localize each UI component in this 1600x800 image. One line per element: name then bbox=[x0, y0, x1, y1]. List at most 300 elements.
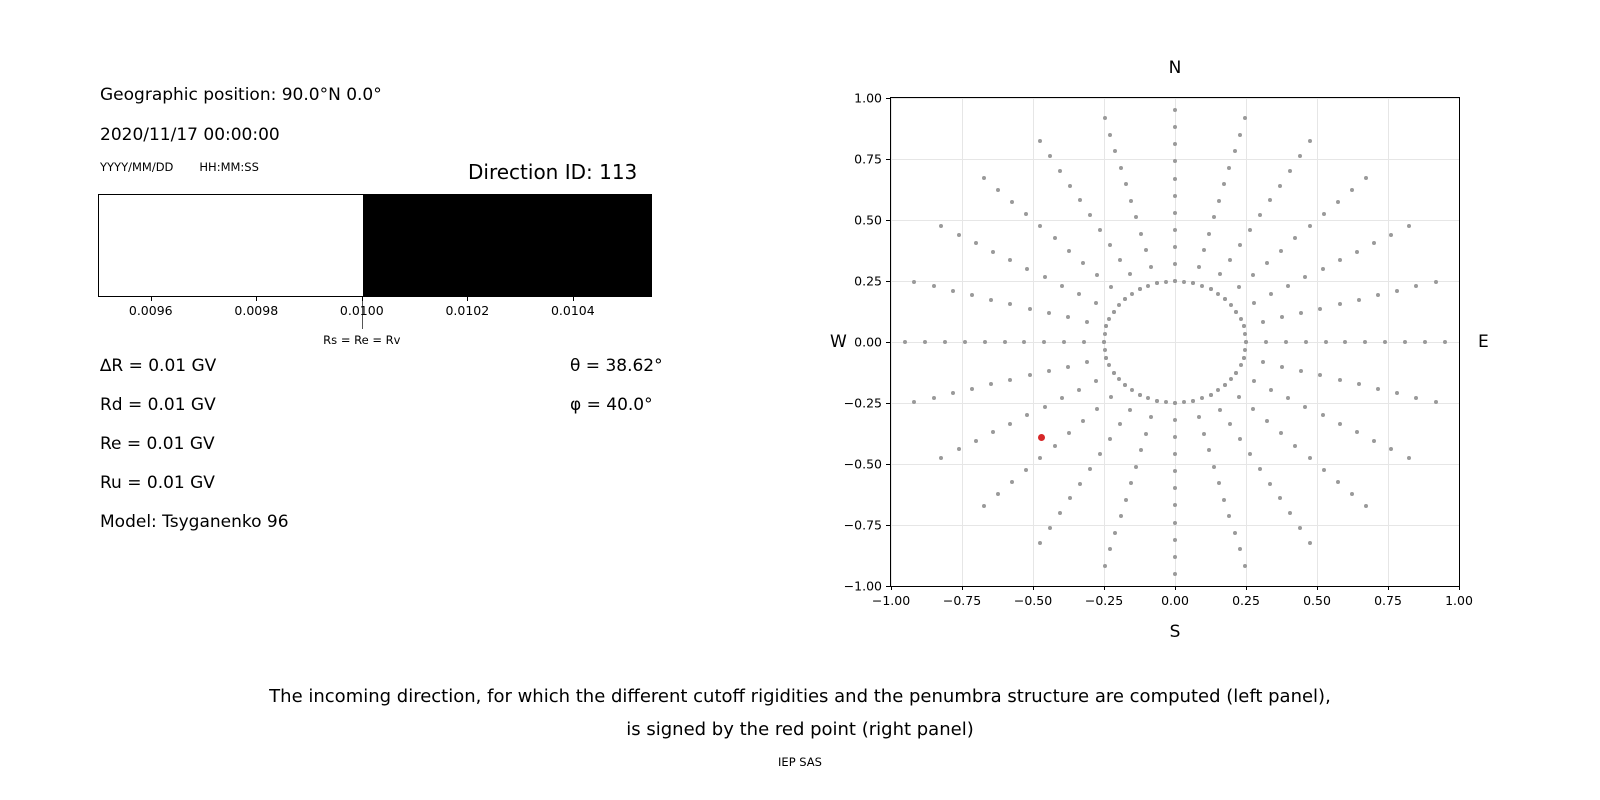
gridline bbox=[891, 525, 1459, 526]
direction-point bbox=[1242, 356, 1246, 360]
direction-point bbox=[1118, 258, 1122, 262]
direction-point bbox=[989, 298, 993, 302]
direction-point bbox=[1228, 422, 1232, 426]
direction-point bbox=[1423, 340, 1427, 344]
direction-point bbox=[1107, 363, 1111, 367]
direction-point bbox=[1108, 243, 1112, 247]
direction-point bbox=[996, 188, 1000, 192]
gridline bbox=[891, 464, 1459, 465]
direction-point bbox=[1025, 413, 1029, 417]
direction-point bbox=[1173, 108, 1177, 112]
direction-point bbox=[1173, 142, 1177, 146]
sky-map-y-tick bbox=[886, 220, 890, 221]
direction-point bbox=[1146, 396, 1150, 400]
direction-point bbox=[1139, 232, 1143, 236]
direction-point bbox=[1298, 526, 1302, 530]
direction-point bbox=[1173, 521, 1177, 525]
delta-r-value: ∆R = 0.01 GV bbox=[100, 356, 217, 376]
direction-point bbox=[1124, 182, 1128, 186]
direction-point bbox=[1229, 303, 1233, 307]
direction-point bbox=[1304, 340, 1308, 344]
direction-point bbox=[1383, 340, 1387, 344]
direction-point bbox=[951, 289, 955, 293]
direction-point bbox=[974, 241, 978, 245]
sky-map-y-tick bbox=[886, 525, 890, 526]
direction-point bbox=[1279, 431, 1283, 435]
direction-point bbox=[974, 439, 978, 443]
direction-point bbox=[1265, 419, 1269, 423]
compass-north-label: N bbox=[1168, 58, 1182, 78]
direction-point bbox=[1414, 284, 1418, 288]
phi-value: φ = 40.0° bbox=[570, 395, 653, 415]
direction-point bbox=[1043, 275, 1047, 279]
direction-point bbox=[1144, 248, 1148, 252]
direction-point bbox=[1407, 224, 1411, 228]
direction-point bbox=[1008, 258, 1012, 262]
direction-point bbox=[1228, 258, 1232, 262]
direction-point bbox=[951, 391, 955, 395]
direction-point bbox=[1434, 400, 1438, 404]
direction-point bbox=[1278, 496, 1282, 500]
direction-id-text: Direction ID: 113 bbox=[468, 160, 638, 184]
direction-point bbox=[1223, 297, 1227, 301]
direction-point bbox=[1200, 396, 1204, 400]
direction-point bbox=[1321, 267, 1325, 271]
ru-value: Ru = 0.01 GV bbox=[100, 473, 215, 493]
direction-point bbox=[1104, 324, 1108, 328]
direction-point bbox=[1443, 340, 1447, 344]
direction-point bbox=[1022, 340, 1026, 344]
sky-map-y-tick bbox=[886, 586, 890, 587]
direction-point bbox=[1173, 159, 1177, 163]
direction-point bbox=[1138, 393, 1142, 397]
direction-point bbox=[1403, 340, 1407, 344]
direction-point bbox=[1109, 285, 1113, 289]
direction-point bbox=[1280, 365, 1284, 369]
direction-point bbox=[1233, 149, 1237, 153]
direction-point bbox=[1119, 166, 1123, 170]
sky-map-x-tick-label: 0.50 bbox=[1303, 593, 1331, 608]
direction-point bbox=[1286, 284, 1290, 288]
direction-point bbox=[1237, 395, 1241, 399]
direction-point bbox=[1038, 541, 1042, 545]
direction-point bbox=[983, 340, 987, 344]
direction-point bbox=[1008, 378, 1012, 382]
direction-point bbox=[1278, 184, 1282, 188]
direction-point bbox=[1207, 448, 1211, 452]
direction-point bbox=[1155, 281, 1159, 285]
sky-map-x-tick-label: 0.00 bbox=[1161, 593, 1189, 608]
direction-point bbox=[970, 293, 974, 297]
direction-point bbox=[1280, 315, 1284, 319]
direction-point bbox=[1251, 273, 1255, 277]
direction-point bbox=[1003, 340, 1007, 344]
direction-point bbox=[1318, 373, 1322, 377]
direction-point bbox=[1258, 213, 1262, 217]
direction-point bbox=[1269, 292, 1273, 296]
direction-point bbox=[1053, 236, 1057, 240]
direction-point bbox=[1081, 261, 1085, 265]
direction-point bbox=[1364, 504, 1368, 508]
direction-point bbox=[1234, 310, 1238, 314]
penumbra-forbidden-band bbox=[363, 195, 652, 296]
direction-point bbox=[1077, 292, 1081, 296]
direction-point bbox=[963, 340, 967, 344]
penumbra-x-tick bbox=[362, 297, 363, 301]
direction-point bbox=[1066, 315, 1070, 319]
direction-point bbox=[1048, 154, 1052, 158]
penumbra-x-tick-label: 0.0096 bbox=[128, 303, 173, 318]
direction-point bbox=[1299, 311, 1303, 315]
direction-point bbox=[1119, 514, 1123, 518]
direction-point bbox=[982, 504, 986, 508]
direction-point bbox=[1173, 177, 1177, 181]
direction-point bbox=[1202, 248, 1206, 252]
direction-point bbox=[1173, 538, 1177, 542]
direction-point bbox=[1173, 262, 1177, 266]
direction-point bbox=[1197, 415, 1201, 419]
direction-point bbox=[1218, 408, 1222, 412]
direction-point bbox=[1173, 503, 1177, 507]
sky-map-x-tick bbox=[1388, 586, 1389, 590]
penumbra-allowed-band bbox=[99, 195, 363, 296]
direction-point bbox=[903, 340, 907, 344]
direction-point bbox=[989, 382, 993, 386]
direction-point bbox=[1173, 418, 1177, 422]
direction-point bbox=[1355, 430, 1359, 434]
direction-point bbox=[1129, 199, 1133, 203]
direction-point bbox=[1237, 285, 1241, 289]
left-panel bbox=[0, 0, 800, 660]
direction-point bbox=[1258, 467, 1262, 471]
direction-point bbox=[1209, 287, 1213, 291]
direction-point bbox=[1238, 133, 1242, 137]
penumbra-x-tick bbox=[151, 297, 152, 301]
direction-point bbox=[1264, 340, 1268, 344]
direction-point bbox=[1357, 298, 1361, 302]
direction-point bbox=[1038, 139, 1042, 143]
direction-point bbox=[1308, 541, 1312, 545]
direction-point bbox=[1128, 408, 1132, 412]
direction-point bbox=[1212, 215, 1216, 219]
penumbra-structure-plot bbox=[98, 194, 652, 297]
direction-point bbox=[1284, 340, 1288, 344]
direction-point bbox=[1321, 413, 1325, 417]
direction-point bbox=[1173, 486, 1177, 490]
direction-point bbox=[1251, 407, 1255, 411]
penumbra-x-tick bbox=[467, 297, 468, 301]
direction-point bbox=[1202, 432, 1206, 436]
direction-point bbox=[1123, 383, 1127, 387]
gridline bbox=[891, 98, 1459, 99]
penumbra-x-axis bbox=[98, 297, 652, 347]
direction-point bbox=[932, 284, 936, 288]
direction-point bbox=[1173, 452, 1177, 456]
direction-point bbox=[1081, 419, 1085, 423]
direction-point bbox=[1124, 498, 1128, 502]
direction-point bbox=[1248, 452, 1252, 456]
direction-point bbox=[1134, 215, 1138, 219]
direction-point bbox=[912, 280, 916, 284]
direction-point bbox=[1094, 379, 1098, 383]
direction-point bbox=[1108, 133, 1112, 137]
direction-point bbox=[1082, 340, 1086, 344]
direction-point bbox=[1068, 184, 1072, 188]
penumbra-x-tick bbox=[256, 297, 257, 301]
direction-point bbox=[1138, 287, 1142, 291]
direction-point bbox=[1372, 241, 1376, 245]
rs-marker-label: Rs = Re = Rv bbox=[323, 333, 401, 347]
direction-point bbox=[1078, 482, 1082, 486]
penumbra-x-tick-label: 0.0100 bbox=[339, 303, 384, 318]
direction-point bbox=[1042, 340, 1046, 344]
direction-point bbox=[1130, 292, 1134, 296]
direction-point bbox=[1098, 452, 1102, 456]
direction-point bbox=[1043, 405, 1047, 409]
direction-point bbox=[1117, 303, 1121, 307]
direction-point bbox=[1229, 377, 1233, 381]
direction-point bbox=[1058, 511, 1062, 515]
direction-point bbox=[1164, 280, 1168, 284]
sky-map-y-tick-label: −0.75 bbox=[843, 517, 882, 533]
penumbra-x-tick-label: 0.0102 bbox=[445, 303, 490, 318]
compass-west-label: W bbox=[830, 332, 847, 352]
direction-point bbox=[1261, 360, 1265, 364]
penumbra-x-tick-label: 0.0104 bbox=[550, 303, 595, 318]
right-panel bbox=[800, 0, 1600, 660]
direction-point bbox=[1364, 176, 1368, 180]
sky-map-x-tick bbox=[1246, 586, 1247, 590]
caption-line-1: The incoming direction, for which the different cutoff rigidities and the penumbra structure are computed (left panel), bbox=[269, 686, 1331, 707]
direction-point bbox=[1173, 401, 1177, 405]
direction-point bbox=[1234, 371, 1238, 375]
date-format-label: YYYY/MM/DD bbox=[100, 160, 174, 174]
direction-point bbox=[1318, 307, 1322, 311]
direction-point bbox=[1047, 369, 1051, 373]
geographic-position-text: Geographic position: 90.0°N 0.0° bbox=[100, 85, 382, 105]
direction-point bbox=[1212, 465, 1216, 469]
direction-point bbox=[1129, 481, 1133, 485]
direction-point bbox=[1269, 388, 1273, 392]
sky-map-y-tick bbox=[886, 98, 890, 99]
direction-point bbox=[923, 340, 927, 344]
sky-map-x-tick bbox=[1033, 586, 1034, 590]
direction-point bbox=[1149, 415, 1153, 419]
direction-point bbox=[1028, 307, 1032, 311]
direction-point bbox=[1117, 377, 1121, 381]
direction-point bbox=[1173, 469, 1177, 473]
direction-point bbox=[1077, 388, 1081, 392]
credit-label: IEP SAS bbox=[778, 755, 822, 769]
direction-point bbox=[1357, 382, 1361, 386]
theta-value: θ = 38.62° bbox=[570, 356, 663, 376]
direction-point bbox=[1078, 198, 1082, 202]
direction-point bbox=[1223, 383, 1227, 387]
direction-point bbox=[1068, 496, 1072, 500]
direction-point bbox=[1338, 378, 1342, 382]
sky-map-x-tick-label: 0.25 bbox=[1232, 593, 1260, 608]
direction-point bbox=[1128, 272, 1132, 276]
direction-point bbox=[1104, 356, 1108, 360]
direction-point bbox=[1038, 224, 1042, 228]
direction-point bbox=[1324, 340, 1328, 344]
selected-direction-point bbox=[1038, 434, 1045, 441]
direction-point bbox=[991, 430, 995, 434]
direction-point bbox=[1336, 480, 1340, 484]
direction-point bbox=[1149, 265, 1153, 269]
direction-point bbox=[1053, 444, 1057, 448]
direction-point bbox=[1238, 547, 1242, 551]
penumbra-x-tick bbox=[573, 297, 574, 301]
direction-point bbox=[1024, 212, 1028, 216]
direction-point bbox=[1308, 456, 1312, 460]
direction-point bbox=[1308, 224, 1312, 228]
caption-line-2: is signed by the red point (right panel) bbox=[626, 719, 974, 740]
direction-point bbox=[982, 176, 986, 180]
direction-point bbox=[1407, 456, 1411, 460]
direction-point bbox=[1336, 200, 1340, 204]
direction-point bbox=[1238, 243, 1242, 247]
direction-point bbox=[1191, 281, 1195, 285]
direction-point bbox=[1182, 280, 1186, 284]
direction-point bbox=[1288, 169, 1292, 173]
direction-point bbox=[1173, 211, 1177, 215]
direction-point bbox=[1134, 465, 1138, 469]
direction-point bbox=[1144, 432, 1148, 436]
direction-point bbox=[1338, 422, 1342, 426]
direction-point bbox=[1242, 324, 1246, 328]
direction-point bbox=[1343, 340, 1347, 344]
direction-point bbox=[1376, 387, 1380, 391]
direction-point bbox=[1252, 379, 1256, 383]
direction-point bbox=[943, 340, 947, 344]
direction-point bbox=[1118, 422, 1122, 426]
sky-map-x-tick bbox=[1175, 586, 1176, 590]
direction-point bbox=[1239, 317, 1243, 321]
sky-map-x-tick-label: −1.00 bbox=[871, 593, 911, 608]
direction-point bbox=[1047, 311, 1051, 315]
direction-point bbox=[1218, 272, 1222, 276]
direction-point bbox=[1248, 228, 1252, 232]
direction-point bbox=[1389, 447, 1393, 451]
sky-map-x-tick-label: −0.50 bbox=[1013, 593, 1053, 608]
direction-point bbox=[1303, 275, 1307, 279]
direction-point bbox=[1233, 531, 1237, 535]
direction-point bbox=[1268, 198, 1272, 202]
direction-point bbox=[1227, 166, 1231, 170]
direction-point bbox=[1085, 320, 1089, 324]
figure-caption bbox=[0, 680, 1600, 746]
direction-point bbox=[1085, 360, 1089, 364]
direction-point bbox=[1227, 514, 1231, 518]
direction-point bbox=[1222, 498, 1226, 502]
direction-point bbox=[1112, 371, 1116, 375]
direction-point bbox=[1434, 280, 1438, 284]
sky-map-x-tick-label: 1.00 bbox=[1445, 593, 1473, 608]
direction-point bbox=[1207, 232, 1211, 236]
compass-east-label: E bbox=[1478, 332, 1489, 352]
direction-point bbox=[1216, 292, 1220, 296]
direction-point bbox=[1107, 317, 1111, 321]
rd-value: Rd = 0.01 GV bbox=[100, 395, 216, 415]
direction-point bbox=[1094, 301, 1098, 305]
direction-point bbox=[1067, 249, 1071, 253]
direction-point bbox=[1243, 564, 1247, 568]
datetime-text: 2020/11/17 00:00:00 bbox=[100, 125, 280, 145]
direction-point bbox=[1238, 437, 1242, 441]
direction-point bbox=[1350, 492, 1354, 496]
direction-point bbox=[1112, 310, 1116, 314]
direction-point bbox=[1098, 228, 1102, 232]
sky-map-y-tick-label: 0.50 bbox=[854, 212, 882, 228]
re-value: Re = 0.01 GV bbox=[100, 434, 215, 454]
datetime-format-hint bbox=[100, 160, 259, 174]
direction-point bbox=[1060, 284, 1064, 288]
direction-point bbox=[1146, 284, 1150, 288]
sky-map-y-tick bbox=[886, 464, 890, 465]
gridline bbox=[1459, 98, 1460, 586]
direction-point bbox=[970, 387, 974, 391]
direction-point bbox=[1239, 363, 1243, 367]
direction-point bbox=[1197, 265, 1201, 269]
direction-point bbox=[1322, 212, 1326, 216]
direction-point bbox=[1123, 297, 1127, 301]
direction-point bbox=[1139, 448, 1143, 452]
direction-point bbox=[1103, 348, 1107, 352]
direction-sky-map-plot bbox=[890, 97, 1460, 587]
direction-point bbox=[991, 250, 995, 254]
direction-point bbox=[1244, 340, 1248, 344]
sky-map-x-tick bbox=[1104, 586, 1105, 590]
sky-map-x-tick bbox=[1317, 586, 1318, 590]
gridline bbox=[891, 220, 1459, 221]
sky-map-y-tick bbox=[886, 281, 890, 282]
direction-point bbox=[1088, 213, 1092, 217]
direction-point bbox=[1010, 200, 1014, 204]
direction-point bbox=[1389, 233, 1393, 237]
direction-point bbox=[1372, 439, 1376, 443]
direction-point bbox=[1155, 399, 1159, 403]
sky-map-x-tick bbox=[962, 586, 963, 590]
direction-point bbox=[1376, 293, 1380, 297]
sky-map-y-tick-label: −0.25 bbox=[843, 395, 882, 411]
direction-point bbox=[1025, 267, 1029, 271]
direction-point bbox=[1173, 194, 1177, 198]
sky-map-x-tick bbox=[891, 586, 892, 590]
direction-point bbox=[1103, 564, 1107, 568]
sky-map-y-tick bbox=[886, 159, 890, 160]
sky-map-y-tick-label: −0.50 bbox=[843, 456, 882, 472]
direction-point bbox=[1109, 395, 1113, 399]
direction-point bbox=[1024, 468, 1028, 472]
direction-point bbox=[1216, 388, 1220, 392]
direction-point bbox=[1286, 396, 1290, 400]
direction-point bbox=[1113, 531, 1117, 535]
direction-point bbox=[1293, 236, 1297, 240]
direction-point bbox=[1252, 301, 1256, 305]
direction-point bbox=[1265, 261, 1269, 265]
model-value: Model: Tsyganenko 96 bbox=[100, 512, 289, 532]
direction-point bbox=[1173, 245, 1177, 249]
direction-point bbox=[1209, 393, 1213, 397]
direction-point bbox=[939, 224, 943, 228]
direction-point bbox=[1355, 250, 1359, 254]
sky-map-y-tick bbox=[886, 342, 890, 343]
direction-point bbox=[932, 396, 936, 400]
direction-point bbox=[1395, 289, 1399, 293]
compass-south-label: S bbox=[1169, 622, 1181, 642]
sky-map-y-tick-label: 0.00 bbox=[854, 334, 882, 350]
